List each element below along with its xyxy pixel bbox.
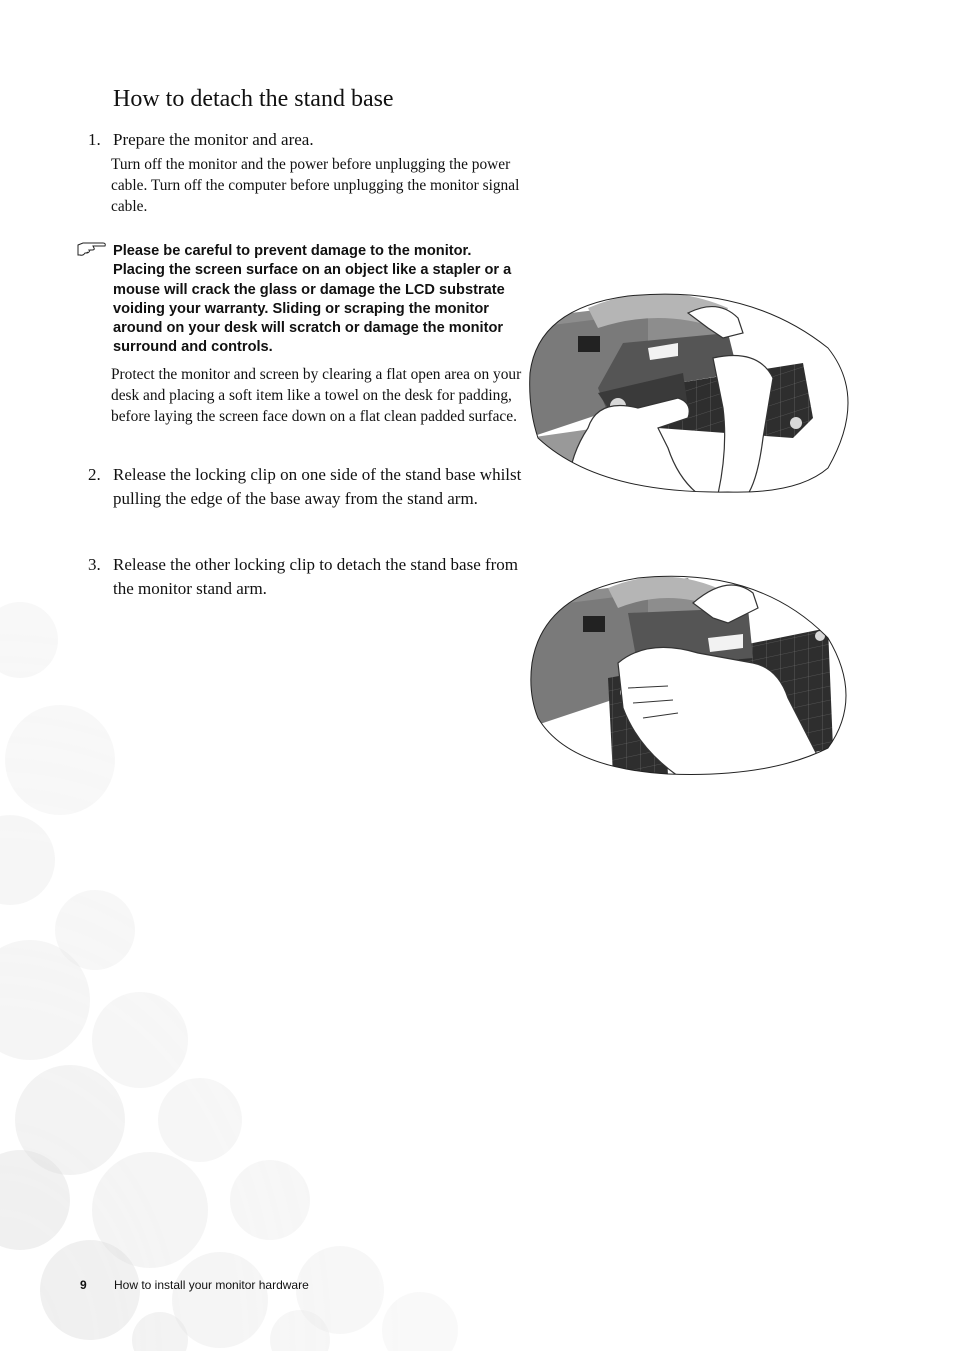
illustration-release-first-clip	[528, 288, 854, 494]
step-1-body: Turn off the monitor and the power before unplugging the power cable. Turn off the computer before unplugging the monitor signal cable.	[111, 156, 520, 215]
illustration-release-second-clip	[528, 568, 854, 776]
caution-note: Please be careful to prevent damage to the monitor. Placing the screen surface on an object like a stapler or a mouse will crack the glass or damage the LCD substrate voiding your warranty. Sliding or scraping the monitor around on your desk will scratch or damage the monitor surround and controls.	[113, 243, 512, 356]
pointing-hand-icon	[77, 240, 107, 258]
step-1-heading: Prepare the monitor and area.	[113, 130, 314, 149]
protect-instructions: Protect the monitor and screen by clearing a flat open area on your desk and placing a soft item like a towel on the desk for padding, before laying the screen face down on a flat clean padded surface.	[111, 366, 522, 425]
step-2-number: 2.	[88, 465, 101, 484]
step-3-heading: Release the other locking clip to detach the stand base from the monitor stand arm.	[113, 555, 519, 598]
footer-section-title: How to install your monitor hardware	[114, 1278, 309, 1292]
page-number: 9	[80, 1278, 87, 1292]
page-title: How to detach the stand base	[113, 86, 394, 112]
step-2-heading: Release the locking clip on one side of the stand base whilst pulling the edge of the base away from the stand arm.	[113, 465, 522, 508]
step-1-number: 1.	[88, 130, 101, 149]
step-3-number: 3.	[88, 555, 101, 574]
